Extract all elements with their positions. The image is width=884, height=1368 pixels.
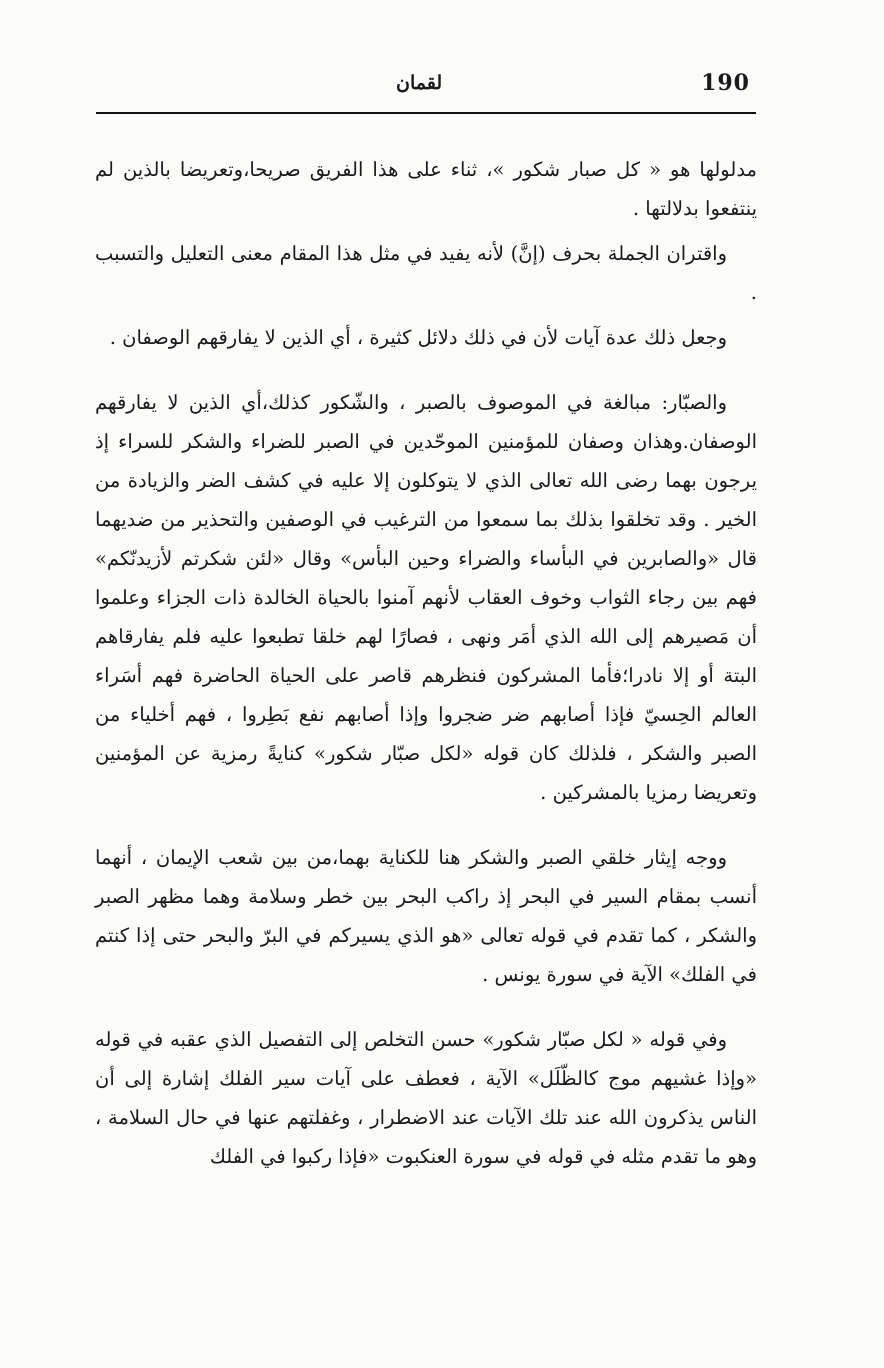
paragraph: واقتران الجملة بحرف (إنَّ) لأنه يفيد في مثل هذا المقام معنى التعليل والتسبب . bbox=[95, 242, 757, 304]
paragraph: مدلولها هو « كل صبار شكور »، ثناء على هذا الفريق صريحا،وتعريضا بالذين لم ينتفعوا بدلالتها . bbox=[95, 158, 757, 220]
page-number: 190 bbox=[701, 70, 750, 96]
paragraph: وجعل ذلك عدة آيات لأن في ذلك دلائل كثيرة ، أي الذين لا يفارقهم الوصفان . bbox=[109, 326, 727, 349]
paragraph: وفي قوله « لكل صبّار شكور» حسن التخلص إلى التفصيل الذي عقبه في قوله «وإذا غشيهم موج كالظّلَل» الآية ، فعطف على آيات سير الفلك إشارة إلى أن الناس يذكرون الله عند تلك الآيات عند الاضطرار ، وغفلتهم عنها في حال السلامة ، وهو ما تقدم مثله في قوله في سورة العنكبوت «فإذا ركبوا في الفلك bbox=[95, 1028, 757, 1168]
paragraph: ووجه إيثار خلقي الصبر والشكر هنا للكناية بهما،من بين شعب الإيمان ، أنهما أنسب بمقام السير في البحر إذ راكب البحر بين خطر وسلامة وهما مظهر الصبر والشكر ، كما تقدم في قوله تعالى «هو الذي يسيركم في البرّ والبحر حتى إذا كنتم في الفلك» الآية في سورة يونس . bbox=[95, 846, 757, 986]
page-header bbox=[96, 66, 756, 106]
paragraph: والصبّار: مبالغة في الموصوف بالصبر ، والشّكور كذلك،أي الذين لا يفارقهم الوصفان.وهذان وصفان للمؤمنين الموحّدين في الصبر للضراء والشكر للسراء إذ يرجون بهما رضى الله تعالى الذي لا يتوكلون إلا عليه في كشف الضر والزيادة من الخير . وقد تخلقوا بذلك بما سمعوا من الترغيب في الوصفين والتحذير من ضديهما قال «والصابرين في البأساء والضراء وحين البأس» وقال «لئن شكرتم لأزيدنّكم» فهم بين رجاء الثواب وخوف العقاب لأنهم آمنوا بالحياة الخالدة ذات الجزاء وعلموا أن مَصيرهم إلى الله الذي أمَر ونهى ، فصارًا لهم خلقا تطبعوا عليه فلم يفارقاهم البتة أو إلا نادرا؛فأما المشركون فنظرهم قاصر على الحياة الحاضرة فهم أسَراء العالم الحِسيّ فإذا أصابهم ضر ضجروا وإذا أصابهم نفع بَطِروا ، فهم أخلياء من الصبر والشكر ، فلذلك كان قوله «لكل صبّار شكور» كنايةً رمزية عن المؤمنين وتعريضا رمزيا بالمشركين . bbox=[95, 391, 757, 804]
body-text bbox=[95, 150, 757, 1176]
running-title: لقمان bbox=[396, 72, 443, 94]
header-rule bbox=[96, 112, 756, 114]
